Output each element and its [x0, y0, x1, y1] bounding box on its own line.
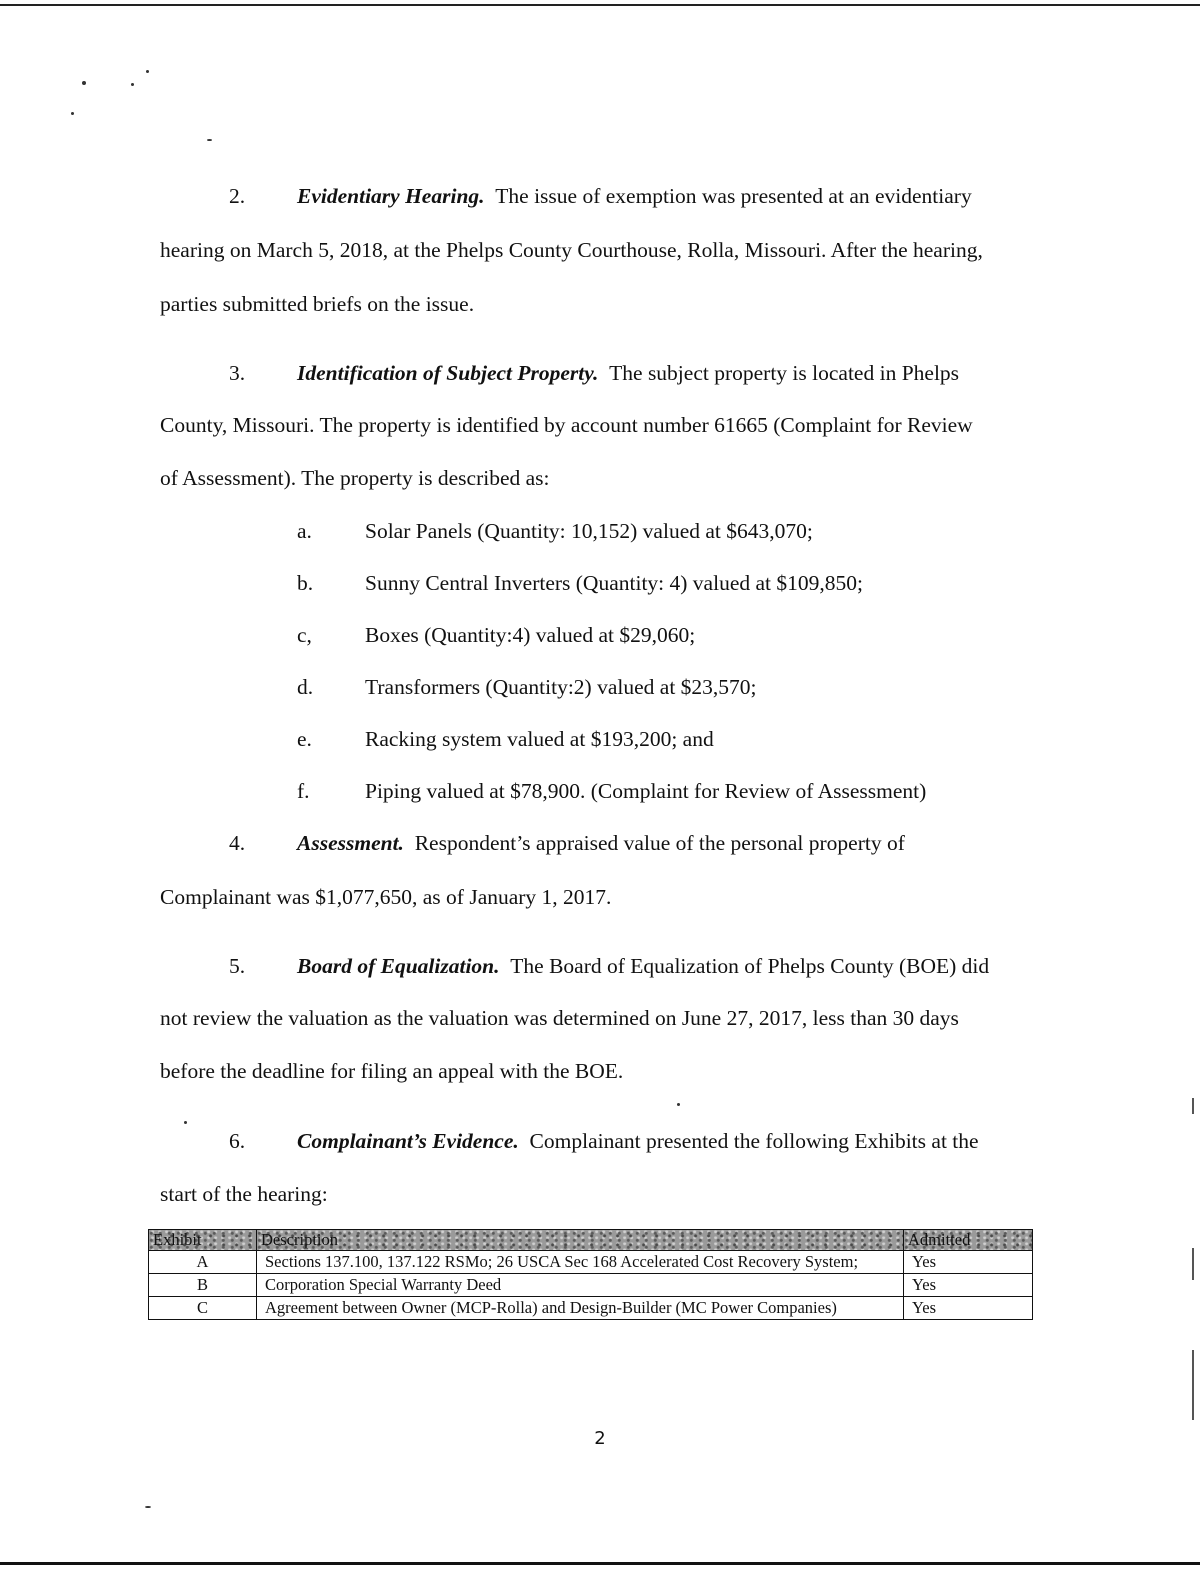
list-item-letter: a.: [297, 519, 312, 543]
list-item-text: Boxes (Quantity:4) valued at $29,060;: [365, 623, 696, 647]
scan-speck: [71, 112, 74, 115]
exhibit-id-cell: A: [149, 1251, 257, 1274]
scan-speck: [82, 81, 86, 85]
paragraph-number: 6.: [229, 1129, 246, 1153]
paragraph-text: The issue of exemption was presented at an evidentiary: [495, 184, 972, 208]
paragraph-line: hearing on March 5, 2018, at the Phelps County Courthouse, Rolla, Missouri. After the hearing,: [160, 238, 983, 262]
list-item-letter: c,: [297, 623, 312, 647]
paragraph-line: [297, 360, 959, 386]
scan-speck: [146, 70, 149, 73]
paragraph-line: before the deadline for filing an appeal with the BOE.: [160, 1059, 624, 1083]
exhibit-description-cell: Agreement between Owner (MCP-Rolla) and Design-Builder (MC Power Companies): [257, 1297, 904, 1320]
exhibit-admitted-cell: Yes: [904, 1297, 1033, 1320]
paragraph-line: [297, 1128, 979, 1154]
list-item-text: Racking system valued at $193,200; and: [365, 727, 714, 751]
exhibit-admitted-cell: Yes: [904, 1274, 1033, 1297]
exhibit-table: [148, 1229, 1033, 1320]
scan-edge-mark: [1192, 1350, 1194, 1420]
paragraph-text: Respondent’s appraised value of the personal property of: [414, 831, 905, 855]
scan-speck: [207, 139, 212, 141]
column-header-exhibit: Exhibit: [149, 1230, 257, 1251]
exhibit-description-cell: Corporation Special Warranty Deed: [257, 1274, 904, 1297]
scan-speck: [184, 1121, 187, 1124]
table-header-row: [149, 1230, 1033, 1251]
bottom-scan-edge: [0, 1562, 1200, 1565]
list-item-text: Piping valued at $78,900. (Complaint for Review of Assessment): [365, 779, 927, 803]
scan-speck: [145, 1506, 151, 1508]
table-row: [149, 1274, 1033, 1297]
paragraph-line: of Assessment). The property is described as:: [160, 466, 550, 490]
paragraph-line: Complainant was $1,077,650, as of January 1, 2017.: [160, 885, 612, 909]
paragraph-number: 4.: [229, 831, 246, 855]
top-scan-edge: [0, 4, 1200, 6]
exhibit-id-cell: B: [149, 1274, 257, 1297]
paragraph-number: 5.: [229, 954, 246, 978]
column-header-admitted: Admitted: [904, 1230, 1033, 1251]
paragraph-line: parties submitted briefs on the issue.: [160, 292, 475, 316]
exhibit-admitted-cell: Yes: [904, 1251, 1033, 1274]
column-header-description: Description: [257, 1230, 904, 1251]
scan-speck: [677, 1103, 680, 1106]
paragraph-line: [297, 183, 972, 209]
list-item-letter: b.: [297, 571, 314, 595]
list-item-letter: f.: [297, 779, 310, 803]
list-item-text: Transformers (Quantity:2) valued at $23,570;: [365, 675, 757, 699]
paragraph-text: The subject property is located in Phelps: [609, 361, 960, 385]
paragraph-number: 3.: [229, 361, 246, 385]
paragraph-heading: Assessment.: [297, 831, 404, 855]
paragraph-text: Complainant presented the following Exhibits at the: [529, 1129, 979, 1153]
paragraph-heading: Identification of Subject Property.: [297, 361, 599, 385]
scan-edge-mark: [1192, 1098, 1194, 1114]
list-item-letter: e.: [297, 727, 312, 751]
paragraph-heading: Complainant’s Evidence.: [297, 1129, 519, 1153]
table-row: [149, 1297, 1033, 1320]
paragraph-heading: Evidentiary Hearing.: [297, 184, 485, 208]
list-item-letter: d.: [297, 675, 314, 699]
exhibit-id-cell: C: [149, 1297, 257, 1320]
page-number: 2: [594, 1428, 606, 1449]
list-item-text: Sunny Central Inverters (Quantity: 4) valued at $109,850;: [365, 571, 863, 595]
paragraph-number: 2.: [229, 184, 246, 208]
scan-edge-mark: [1192, 1248, 1194, 1280]
scan-speck: [131, 83, 134, 86]
list-item-text: Solar Panels (Quantity: 10,152) valued at $643,070;: [365, 519, 813, 543]
table-row: [149, 1251, 1033, 1274]
paragraph-text: The Board of Equalization of Phelps County (BOE) did: [510, 954, 990, 978]
paragraph-line: [297, 953, 989, 979]
paragraph-line: start of the hearing:: [160, 1182, 328, 1206]
paragraph-line: not review the valuation as the valuation was determined on June 27, 2017, less than 30 days: [160, 1006, 959, 1030]
paragraph-heading: Board of Equalization.: [297, 954, 500, 978]
paragraph-line: County, Missouri. The property is identified by account number 61665 (Complaint for Review: [160, 413, 973, 437]
paragraph-line: [297, 830, 905, 856]
exhibit-description-cell: Sections 137.100, 137.122 RSMo; 26 USCA Sec 168 Accelerated Cost Recovery System;: [257, 1251, 904, 1274]
